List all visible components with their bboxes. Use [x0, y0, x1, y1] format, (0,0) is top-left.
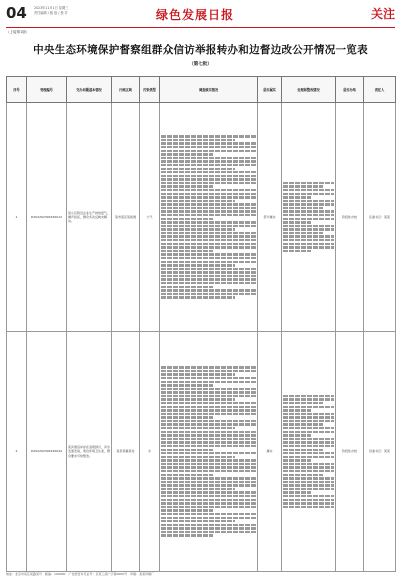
editor-line: 责任编辑 / 版 组 / 校 对: [34, 11, 68, 15]
page-footer: 地址：北京市某区某路某号 邮编：100000 广告经营许可证号：京某工商广字第0000号 印刷：某某印刷厂: [6, 572, 155, 576]
row-person: 区委书记：某某: [364, 103, 396, 332]
date-line: 2023年11月1日 星期三: [34, 6, 69, 10]
row-investigation: [160, 332, 258, 572]
row-id: D2SX202309150012: [27, 103, 67, 332]
header-region: 行政区域: [112, 77, 140, 103]
row-investigation: [160, 103, 258, 332]
header-seq: 序号: [7, 77, 27, 103]
header-person: 责任人: [364, 77, 396, 103]
masthead: [6, 4, 395, 24]
row-handling: [282, 103, 336, 332]
row-verdict: 部分属实: [258, 103, 282, 332]
table-row: [7, 103, 396, 332]
header-type: 污染类型: [140, 77, 160, 103]
page-subtitle: （第七批）: [189, 62, 212, 67]
row-closed: 阶段性办结: [336, 103, 364, 332]
header-verdict: 是否属实: [258, 77, 282, 103]
header-investigation: 调查核实情况: [160, 77, 258, 103]
row-region: 某县某镇某村: [112, 332, 140, 572]
row-seq: 2: [7, 332, 27, 572]
header-id: 受理编号: [27, 77, 67, 103]
masthead-date: [34, 6, 68, 16]
table-header-row: [7, 77, 396, 103]
row-issue: 某河道沿岸存在违规排污，河水发黑发臭，周边环境卫生差，群众要求尽快整治。: [67, 332, 112, 572]
row-person: 县委书记：某某: [364, 332, 396, 572]
row-type: 水: [140, 332, 160, 572]
row-id: D2SX202309150024: [27, 332, 67, 572]
masthead-divider: [6, 27, 395, 28]
page-number: 04: [6, 4, 27, 22]
row-seq: 1: [7, 103, 27, 332]
row-issue: 某小区附近企业生产排放废气，噪声扰民，群众多次反映未解决。: [67, 103, 112, 332]
row-type: 大气: [140, 103, 160, 332]
column-tag: （上接第1版）: [6, 30, 30, 34]
row-region: 某市某区某街道: [112, 103, 140, 332]
header-closed: 是否办结: [336, 77, 364, 103]
row-handling: [282, 332, 336, 572]
petition-table: [6, 76, 396, 572]
newspaper-logo: 绿色发展日报: [156, 8, 235, 22]
page-title: 中央生态环境保护督察组群众信访举报转办和边督边改公开情况一览表: [33, 44, 368, 56]
table-row: [7, 332, 396, 572]
header-handling: 处理和整改情况: [282, 77, 336, 103]
header-issue: 交办问题基本情况: [67, 77, 112, 103]
row-verdict: 属实: [258, 332, 282, 572]
section-label: 关注: [370, 7, 395, 21]
row-closed: 阶段性办结: [336, 332, 364, 572]
